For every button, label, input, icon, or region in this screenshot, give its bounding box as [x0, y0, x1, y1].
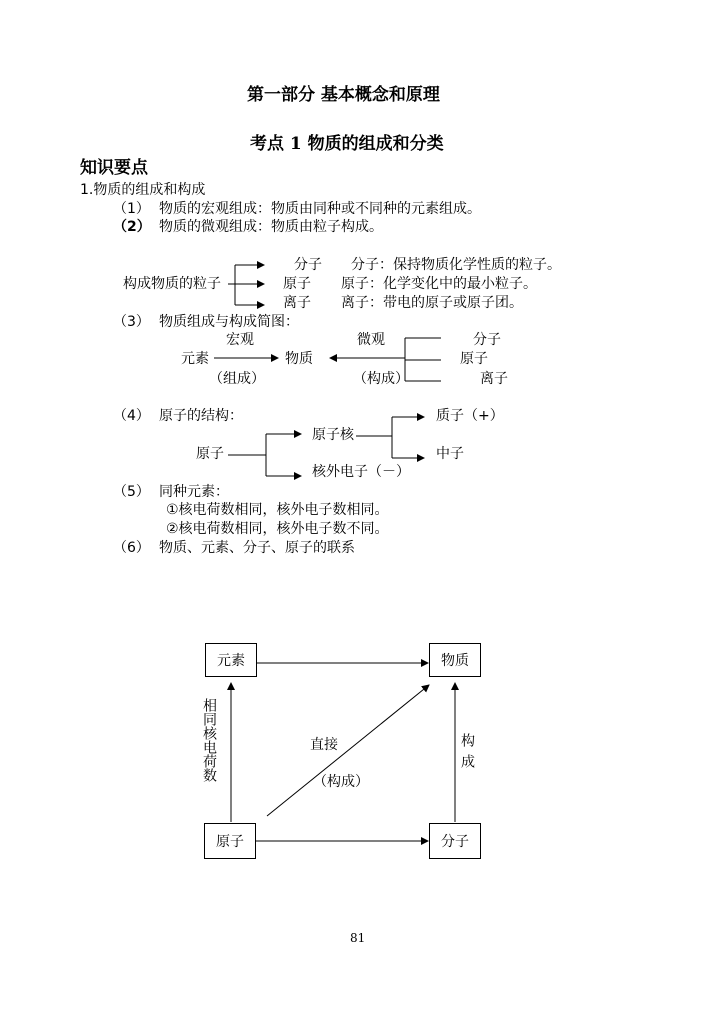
point-text: 物质组成与构成简图： [159, 314, 299, 330]
atom-box-label: 原子 [216, 834, 244, 850]
same-element-line-2: ②核电荷数相同，核外电子数不同。 [166, 521, 389, 537]
direct-label: 直接 [310, 737, 338, 753]
particle-atom-definition: 原子：化学变化中的最小粒子。 [341, 276, 537, 292]
atom-root-label: 原子 [196, 446, 224, 462]
constitutes-label: 构成 [459, 733, 475, 775]
particle-ion: 离子 [283, 295, 311, 311]
atom-box [204, 823, 256, 859]
molecule-box-label: 分子 [441, 834, 469, 850]
point-text: 原子的结构： [159, 408, 243, 424]
particle-atom: 原子 [283, 276, 311, 292]
point-number: （3） [113, 314, 150, 330]
point-text: 物质的微观组成：物质由粒子构成。 [159, 219, 383, 235]
neutron-label: 中子 [436, 446, 464, 462]
point-number: （5） [113, 484, 150, 500]
page-subtitle: 考点 1 物质的组成和分类 [250, 134, 444, 154]
particle-ion-definition: 离子：带电的原子或原子团。 [341, 295, 523, 311]
same-element-line-1: ①核电荷数相同，核外电子数相同。 [166, 502, 389, 518]
element-box [205, 643, 257, 677]
construction-label: （构成） [353, 371, 409, 387]
nucleus-label: 原子核 [312, 427, 354, 443]
macro-label: 宏观 [226, 332, 254, 348]
matter-label: 物质 [285, 351, 313, 367]
point-number: （1） [113, 201, 150, 217]
point-number: （4） [113, 408, 150, 424]
element-label: 元素 [181, 351, 209, 367]
atom-label: 原子 [460, 351, 488, 367]
proton-label: 质子（+） [436, 408, 504, 424]
matter-box-label: 物质 [441, 653, 469, 669]
ion-label: 离子 [480, 371, 508, 387]
composition-label: （组成） [209, 371, 265, 387]
particles-root-label: 构成物质的粒子 [123, 276, 221, 292]
page-title: 第一部分 基本概念和原理 [247, 85, 440, 105]
point-number: （2） [113, 219, 151, 235]
element-box-label: 元素 [217, 653, 245, 669]
micro-label: 微观 [357, 332, 385, 348]
point-number: （6） [113, 540, 150, 556]
item-heading: 1.物质的组成和构成 [80, 182, 206, 198]
point-text: 物质、元素、分子、原子的联系 [159, 540, 355, 556]
electron-label: 核外电子（－） [312, 464, 410, 480]
molecule-box [429, 823, 481, 859]
point-text: 同种元素： [159, 484, 229, 500]
section-heading: 知识要点 [80, 158, 148, 178]
page-number: 81 [350, 931, 366, 945]
matter-box [429, 643, 481, 677]
same-nuclear-charge-label: 相同核电荷数 [201, 698, 217, 782]
direct-construction-label: （构成） [313, 774, 369, 790]
particle-molecule: 分子 [294, 257, 322, 273]
point-text: 物质的宏观组成：物质由同种或不同种的元素组成。 [159, 201, 481, 217]
molecule-label: 分子 [473, 332, 501, 348]
particle-molecule-definition: 分子：保持物质化学性质的粒子。 [351, 257, 561, 273]
